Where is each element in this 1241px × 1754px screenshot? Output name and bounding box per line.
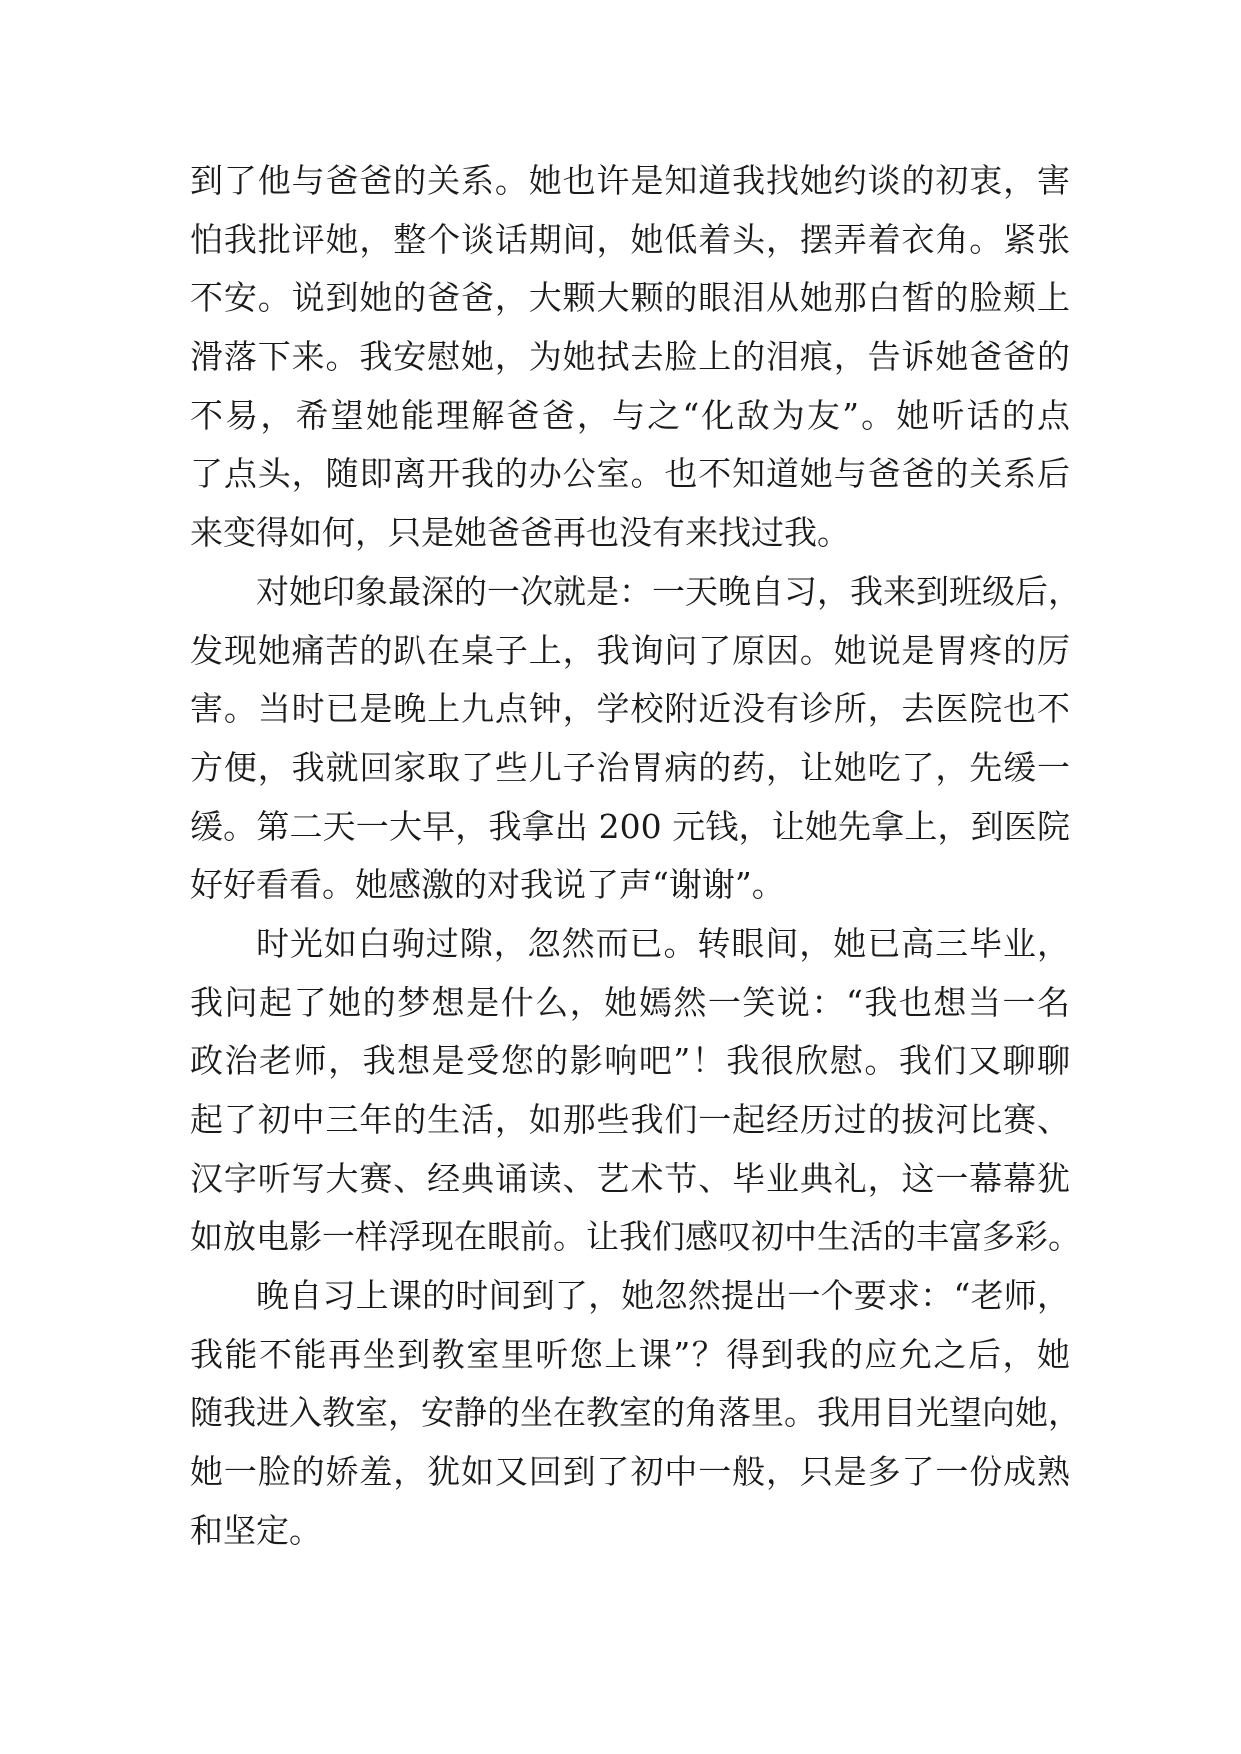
text-line: 方便，我就回家取了些儿子治胃病的药，让她吃了，先缓一	[190, 747, 1070, 787]
paragraph-first-line: 时光如白驹过隙，忽然而已。转眼间，她已高三毕业，	[256, 923, 1070, 963]
text-line: 汉字听写大赛、经典诵读、艺术节、毕业典礼，这一幕幕犹	[190, 1158, 1070, 1198]
text-line: 好好看看。她感激的对我说了声“谢谢”。	[190, 865, 785, 905]
text-line: 滑落下来。我安慰她，为她拭去脸上的泪痕，告诉她爸爸的	[190, 337, 1070, 377]
text-line: 随我进入教室，安静的坐在教室的角落里。我用目光望向她，	[190, 1393, 1081, 1433]
text-line: 来变得如何，只是她爸爸再也没有来找过我。	[190, 513, 850, 553]
paragraph-first-line: 对她印象最深的一次就是：一天晚自习，我来到班级后，	[256, 571, 1081, 611]
text-line: 发现她痛苦的趴在桌子上，我询问了原因。她说是胃疼的厉	[190, 630, 1070, 670]
text-line: 怕我批评她，整个谈话期间，她低着头，摆弄着衣角。紧张	[190, 219, 1070, 259]
text-line: 不易，希望她能理解爸爸，与之“化敌为友”。她听话的点	[190, 395, 1070, 435]
text-line: 如放电影一样浮现在眼前。让我们感叹初中生活的丰富多彩。	[190, 1217, 1081, 1257]
text-line: 她一脸的娇羞，犹如又回到了初中一般，只是多了一份成熟	[190, 1452, 1070, 1492]
text-line: 起了初中三年的生活，如那些我们一起经历过的拔河比赛、	[190, 1100, 1070, 1139]
body-text	[190, 152, 1081, 1561]
text-line: 缓。第二天一大早，我拿出 200 元钱，让她先拿上，到医院	[190, 806, 1070, 846]
text-line: 不安。说到她的爸爸，大颗大颗的眼泪从她那白皙的脸颊上	[190, 278, 1070, 318]
text-line: 政治老师，我想是受您的影响吧”！我很欣慰。我们又聊聊	[190, 1041, 1070, 1081]
text-line: 我能不能再坐到教室里听您上课”？得到我的应允之后，她	[190, 1334, 1070, 1374]
text-line: 我问起了她的梦想是什么，她嫣然一笑说：“我也想当一名	[190, 982, 1070, 1022]
paragraph-first-line: 晚自习上课的时间到了，她忽然提出一个要求：“老师，	[256, 1276, 1070, 1316]
text-line: 害。当时已是晚上九点钟，学校附近没有诊所，去医院也不	[190, 689, 1070, 729]
text-line: 了点头，随即离开我的办公室。也不知道她与爸爸的关系后	[190, 454, 1070, 494]
text-line: 到了他与爸爸的关系。她也许是知道我找她约谈的初衷，害	[190, 161, 1070, 200]
text-line: 和坚定。	[190, 1510, 322, 1550]
